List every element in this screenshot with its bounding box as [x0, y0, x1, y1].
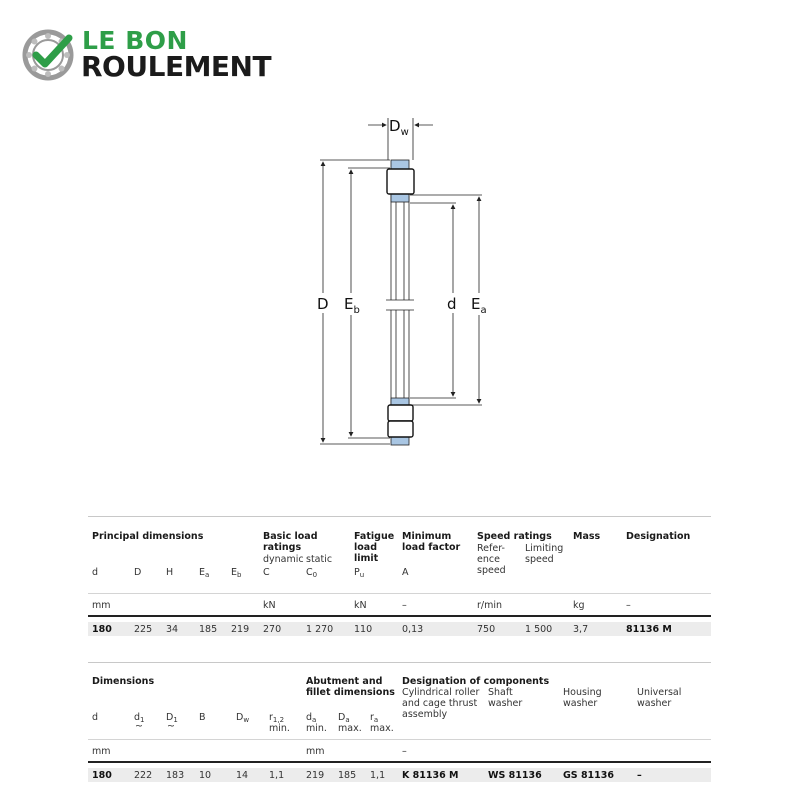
- value-Pu: 110: [354, 624, 373, 635]
- symbol-Eb: $E_b$: [231, 567, 242, 579]
- value-designation: 81136 M: [626, 624, 672, 635]
- header-designation-components: Designation of components: [402, 676, 550, 687]
- symbol-C0: $C_0$: [306, 567, 318, 579]
- value-Eb: 219: [231, 624, 250, 635]
- symbol-Da-max: max.: [338, 723, 362, 734]
- subheader-limiting: Limiting: [525, 543, 564, 554]
- symbol-D1: $D_1$: [166, 712, 178, 724]
- symbol-r12: $r_{1,2}$: [269, 712, 285, 724]
- value-roller-assembly: K 81136 M: [402, 770, 459, 781]
- logo-text-le-bon: LE BON: [82, 26, 188, 55]
- unit-dash: –: [402, 746, 407, 757]
- header-fillet-dimensions: fillet dimensions: [306, 687, 395, 698]
- subheader-speed: speed: [477, 565, 506, 576]
- principal-dimensions-table: [88, 516, 711, 638]
- value-limiting-speed: 1 500: [525, 624, 553, 635]
- dim-label-d-outer: D: [317, 295, 329, 313]
- subheader-reference: Refer-: [477, 543, 505, 554]
- symbol-d: d: [92, 567, 99, 578]
- subheader-limiting-speed: speed: [525, 554, 554, 565]
- header-load-factor: load factor: [402, 542, 461, 553]
- table-row: [88, 622, 711, 636]
- subheader-housing-washer: washer: [563, 698, 598, 709]
- subheader-cage-thrust: and cage thrust: [402, 698, 478, 709]
- subheader-housing: Housing: [563, 687, 602, 698]
- symbol-Ea: $E_a$: [199, 567, 210, 579]
- subheader-shaft: Shaft: [488, 687, 513, 698]
- symbol-H: H: [166, 567, 174, 578]
- value-shaft-washer: WS 81136: [488, 770, 542, 781]
- subheader-universal: Universal: [637, 687, 682, 698]
- symbol-Da: $D_a$: [338, 712, 350, 724]
- value-mass: 3,7: [573, 624, 589, 635]
- symbol-d: d: [92, 712, 99, 723]
- header-basic-load: Basic load: [263, 531, 318, 542]
- subheader-ence: ence: [477, 554, 500, 565]
- components-table: [88, 662, 711, 786]
- value-r12: 1,1: [269, 770, 285, 781]
- header-load: load: [354, 542, 377, 553]
- unit-dash-designation: –: [626, 600, 631, 611]
- header-dimensions: Dimensions: [92, 676, 155, 687]
- unit-rmin: r/min: [477, 600, 503, 611]
- value-C0: 1 270: [306, 624, 334, 635]
- subheader-static: static: [306, 554, 333, 565]
- unit-kn: kN: [263, 600, 276, 611]
- subheader-shaft-washer: washer: [488, 698, 523, 709]
- symbol-B: B: [199, 712, 206, 723]
- unit-mm-abutment: mm: [306, 746, 325, 757]
- unit-kg: kg: [573, 600, 585, 611]
- header-abutment: Abutment and: [306, 676, 383, 687]
- value-ra: 1,1: [370, 770, 386, 781]
- dim-label-d-inner: d: [447, 295, 457, 313]
- subheader-dynamic: dynamic: [263, 554, 304, 565]
- header-speed-ratings: Speed ratings: [477, 531, 552, 542]
- bearing-cross-section-drawing: [300, 105, 500, 455]
- header-fatigue: Fatigue: [354, 531, 395, 542]
- value-d: 180: [92, 770, 112, 781]
- value-d: 180: [92, 624, 112, 635]
- value-D: 225: [134, 624, 153, 635]
- value-A: 0,13: [402, 624, 424, 635]
- value-universal-washer: –: [637, 770, 642, 781]
- symbol-d1: $d_1$: [134, 712, 145, 724]
- header-ratings: ratings: [263, 542, 302, 553]
- symbol-ra: $r_a$: [370, 712, 379, 724]
- value-reference-speed: 750: [477, 624, 496, 635]
- symbol-D1-approx: ~: [167, 721, 175, 732]
- value-housing-washer: GS 81136: [563, 770, 614, 781]
- symbol-Dw: $D_w$: [236, 712, 250, 724]
- unit-mm: mm: [92, 746, 111, 757]
- subheader-cylindrical-roller: Cylindrical roller: [402, 687, 480, 698]
- unit-kn-fatigue: kN: [354, 600, 367, 611]
- header-principal-dimensions: Principal dimensions: [92, 531, 204, 542]
- value-B: 10: [199, 770, 212, 781]
- subheader-universal-washer: washer: [637, 698, 672, 709]
- value-D1: 183: [166, 770, 185, 781]
- header-designation: Designation: [626, 531, 691, 542]
- symbol-da-min: min.: [306, 723, 327, 734]
- symbol-D: D: [134, 567, 142, 578]
- symbol-da: $d_a$: [306, 712, 317, 724]
- symbol-r12-min: min.: [269, 723, 290, 734]
- dim-label-ea: $E_a$: [471, 295, 487, 316]
- symbol-Pu: $P_u$: [354, 567, 365, 579]
- value-da: 219: [306, 770, 325, 781]
- bearing-checkmark-icon: [22, 28, 76, 82]
- value-Ea: 185: [199, 624, 218, 635]
- header-mass: Mass: [573, 531, 601, 542]
- symbol-A: A: [402, 567, 409, 578]
- dim-label-eb: $E_b$: [344, 295, 360, 316]
- value-Dw: 14: [236, 770, 249, 781]
- unit-mm: mm: [92, 600, 111, 611]
- logo-text-roulement: ROULEMENT: [81, 50, 272, 83]
- header-limit: limit: [354, 553, 379, 564]
- subheader-assembly: assembly: [402, 709, 448, 720]
- value-H: 34: [166, 624, 179, 635]
- value-Da: 185: [338, 770, 357, 781]
- symbol-d1-approx: ~: [135, 721, 143, 732]
- dim-label-dw: $D_w$: [389, 117, 409, 138]
- value-d1: 222: [134, 770, 153, 781]
- header-minimum: Minimum: [402, 531, 452, 542]
- value-C: 270: [263, 624, 282, 635]
- unit-dash: –: [402, 600, 407, 611]
- symbol-C: C: [263, 567, 270, 578]
- symbol-ra-max: max.: [370, 723, 394, 734]
